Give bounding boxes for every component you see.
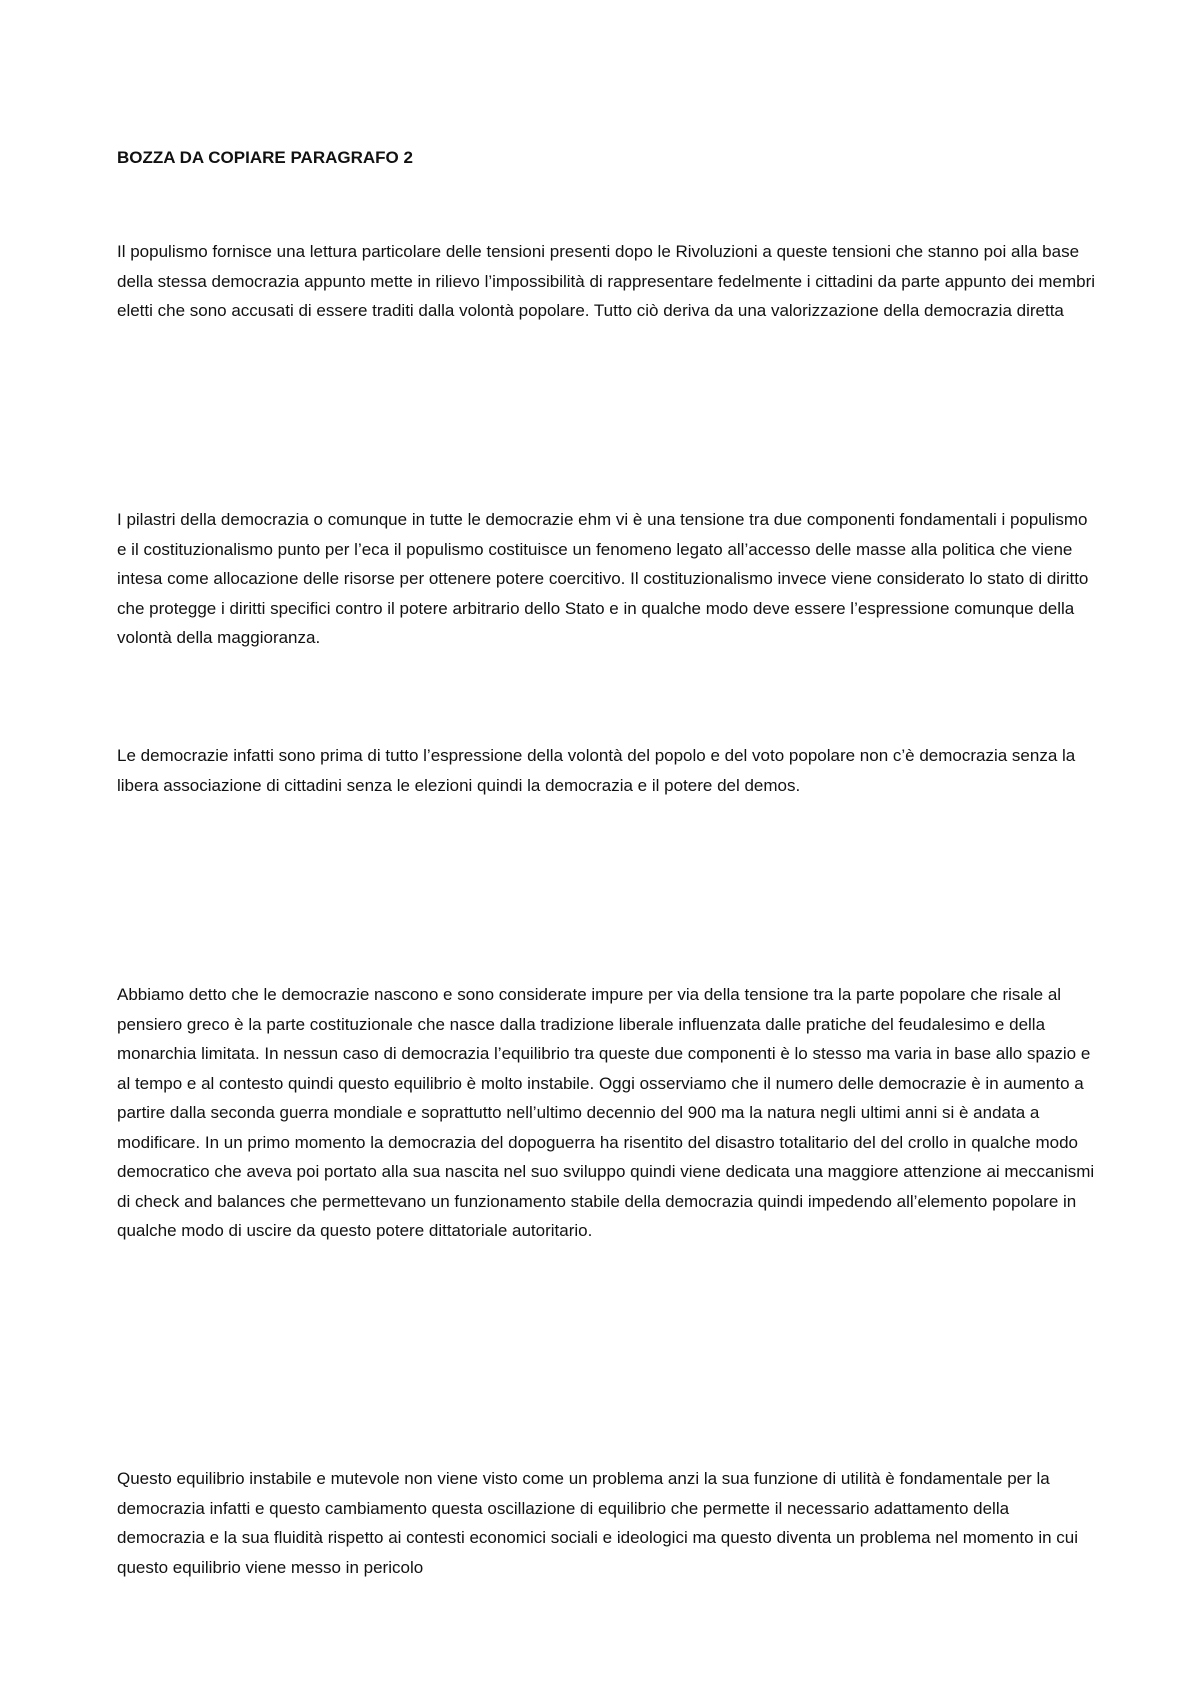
paragraph-4: Abbiamo detto che le democrazie nascono e sono considerate impure per via della tensione tra la parte popolare che risale al pensiero greco è la parte costituzionale che nasce dalla tradizione liberale influenzata dalle pratiche del feudalesimo e della monarchia limitata. In nessun caso di democrazia l’equilibrio tra queste due componenti è lo stesso ma varia in base allo spazio e al tempo e al contesto quindi questo equilibrio è molto instabile. Oggi osserviamo che il numero delle democrazie è in aumento a partire dalla seconda guerra mondiale e soprattutto nell’ultimo decennio del 900 ma la natura negli ultimi anni si è andata a modificare. In un primo momento la democrazia del dopoguerra ha risentito del disastro totalitario del del crollo in qualche modo democratico che aveva poi portato alla sua nascita nel suo sviluppo quindi viene dedicata una maggiore attenzione ai meccanismi di check and balances che permettevano un funzionamento stabile della democrazia quindi impedendo all’elemento popolare in qualche modo di uscire da questo potere dittatoriale autoritario. xyxy=(117,985,1095,1240)
paragraph-1: Il populismo fornisce una lettura particolare delle tensioni presenti dopo le Rivoluzioni a queste tensioni che stanno poi alla base della stessa democrazia appunto mette in rilievo l’impossibilità di rappresentare fedelmente i cittadini da parte appunto dei membri eletti che sono accusati di essere traditi dalla volontà popolare. Tutto ciò deriva da una valorizzazione della democrazia diretta xyxy=(117,242,1096,320)
document-title: BOZZA DA COPIARE PARAGRAFO 2 xyxy=(117,148,413,167)
paragraph-2: I pilastri della democrazia o comunque in tutte le democrazie ehm vi è una tensione tra due componenti fondamentali i populismo e il costituzionalismo punto per l’eca il populismo costituisce un fenomeno legato all’accesso delle masse alla politica che viene intesa come allocazione delle risorse per ottenere potere coercitivo. Il costituzionalismo invece viene considerato lo stato di diritto che protegge i diritti specifici contro il potere arbitrario dello Stato e in qualche modo deve essere l’espressione comunque della volontà della maggioranza. xyxy=(117,510,1089,647)
paragraph-5: Questo equilibrio instabile e mutevole non viene visto come un problema anzi la sua funzione di utilità è fondamentale per la democrazia infatti e questo cambiamento questa oscillazione di equilibrio che permette il necessario adattamento della democrazia e la sua fluidità rispetto ai contesti economici sociali e ideologici ma questo diventa un problema nel momento in cui questo equilibrio viene messo in pericolo xyxy=(117,1469,1079,1577)
paragraph-3: Le democrazie infatti sono prima di tutto l’espressione della volontà del popolo e del voto popolare non c’è democrazia senza la libera associazione di cittadini senza le elezioni quindi la democrazia e il potere del demos. xyxy=(117,746,1076,795)
